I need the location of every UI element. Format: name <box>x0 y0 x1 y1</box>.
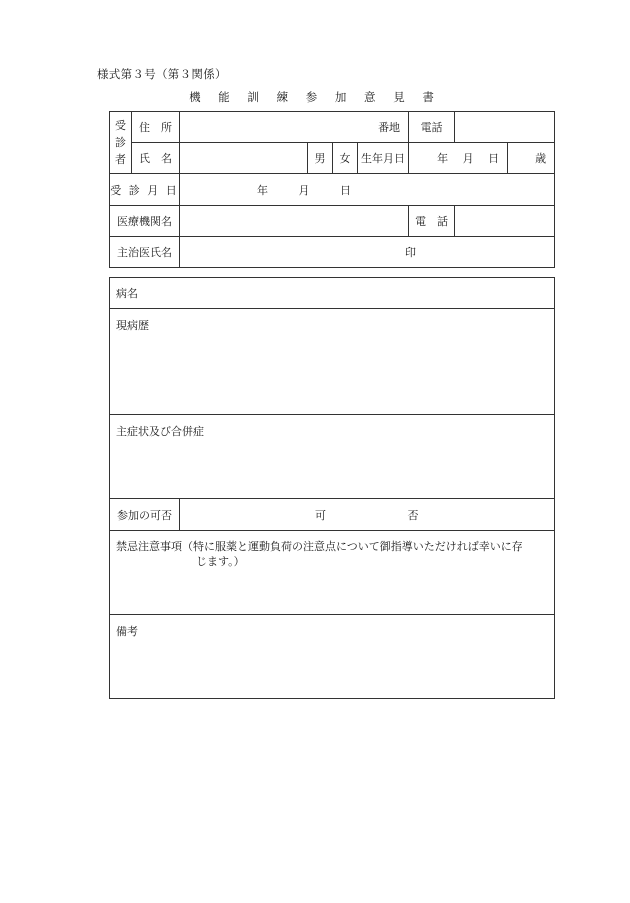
remarks-label: 備考 <box>116 625 138 638</box>
visit-day-label: 日 <box>340 183 351 197</box>
precautions-continued: じます。） <box>196 555 245 568</box>
birth-month-label: 月 <box>462 152 474 165</box>
visit-year-label: 年 <box>257 183 268 197</box>
patient-label-char-1: 受 <box>115 119 126 132</box>
name-label: 氏 名 <box>132 143 180 174</box>
institution-field[interactable] <box>180 206 409 237</box>
doctor-label: 主治医氏名 <box>110 237 180 268</box>
institution-phone-field[interactable] <box>455 206 555 237</box>
birthdate-field[interactable] <box>409 143 508 174</box>
visit-date-label: 受 診 月 日 <box>110 174 180 206</box>
participation-row <box>110 499 555 531</box>
patient-info-table <box>109 111 555 268</box>
name-row <box>110 143 555 174</box>
symptoms-label: 主症状及び合併症 <box>116 425 204 438</box>
birth-day-label: 日 <box>488 152 500 165</box>
institution-phone-label: 電 話 <box>409 206 455 237</box>
doctor-field[interactable] <box>180 237 555 268</box>
institution-label: 医療機関名 <box>110 206 180 237</box>
doctor-seal-label: 印 <box>405 246 416 259</box>
precautions-label: 禁忌注意事項（特に服薬と運動負荷の注意点について御指導いただければ幸いに存 <box>116 540 523 553</box>
doctor-row <box>110 237 555 268</box>
participation-no-option[interactable]: 否 <box>407 508 419 522</box>
remarks-section[interactable] <box>110 615 555 699</box>
clinical-info-table <box>109 277 555 699</box>
symptoms-section[interactable] <box>110 415 555 499</box>
patient-label-char-3: 者 <box>115 153 126 166</box>
address-label: 住 所 <box>132 112 180 143</box>
precautions-section[interactable] <box>110 531 555 615</box>
name-field[interactable] <box>180 143 308 174</box>
banchi-label: 番地 <box>180 112 409 143</box>
disease-label: 病名 <box>116 287 138 300</box>
patient-phone-field[interactable] <box>455 112 555 143</box>
participation-field <box>180 499 555 531</box>
gender-female-option[interactable]: 女 <box>333 143 358 174</box>
visit-month-label: 月 <box>298 183 310 197</box>
birthdate-label: 生年月日 <box>358 143 409 174</box>
patient-group-label <box>110 112 132 174</box>
address-row <box>110 112 555 143</box>
patient-label-char-2: 診 <box>115 136 126 149</box>
patient-phone-label: 電話 <box>409 112 455 143</box>
remarks-row <box>110 615 555 699</box>
history-label: 現病歴 <box>116 319 149 332</box>
participation-yes-option[interactable]: 可 <box>315 508 326 522</box>
disease-row <box>110 278 555 309</box>
participation-label: 参加の可否 <box>110 499 180 531</box>
document-title: 機 能 訓 練 参 加 意 見 書 <box>189 90 441 104</box>
visit-date-row <box>110 174 555 206</box>
symptoms-row <box>110 415 555 499</box>
form-number: 様式第３号（第３関係） <box>97 67 227 81</box>
history-row <box>110 309 555 415</box>
gender-male-option[interactable]: 男 <box>308 143 333 174</box>
age-field[interactable]: 歳 <box>508 143 555 174</box>
precautions-row <box>110 531 555 615</box>
history-section[interactable] <box>110 309 555 415</box>
institution-row <box>110 206 555 237</box>
disease-section[interactable] <box>110 278 555 309</box>
visit-date-field[interactable] <box>180 174 555 206</box>
birth-year-label: 年 <box>437 152 449 165</box>
